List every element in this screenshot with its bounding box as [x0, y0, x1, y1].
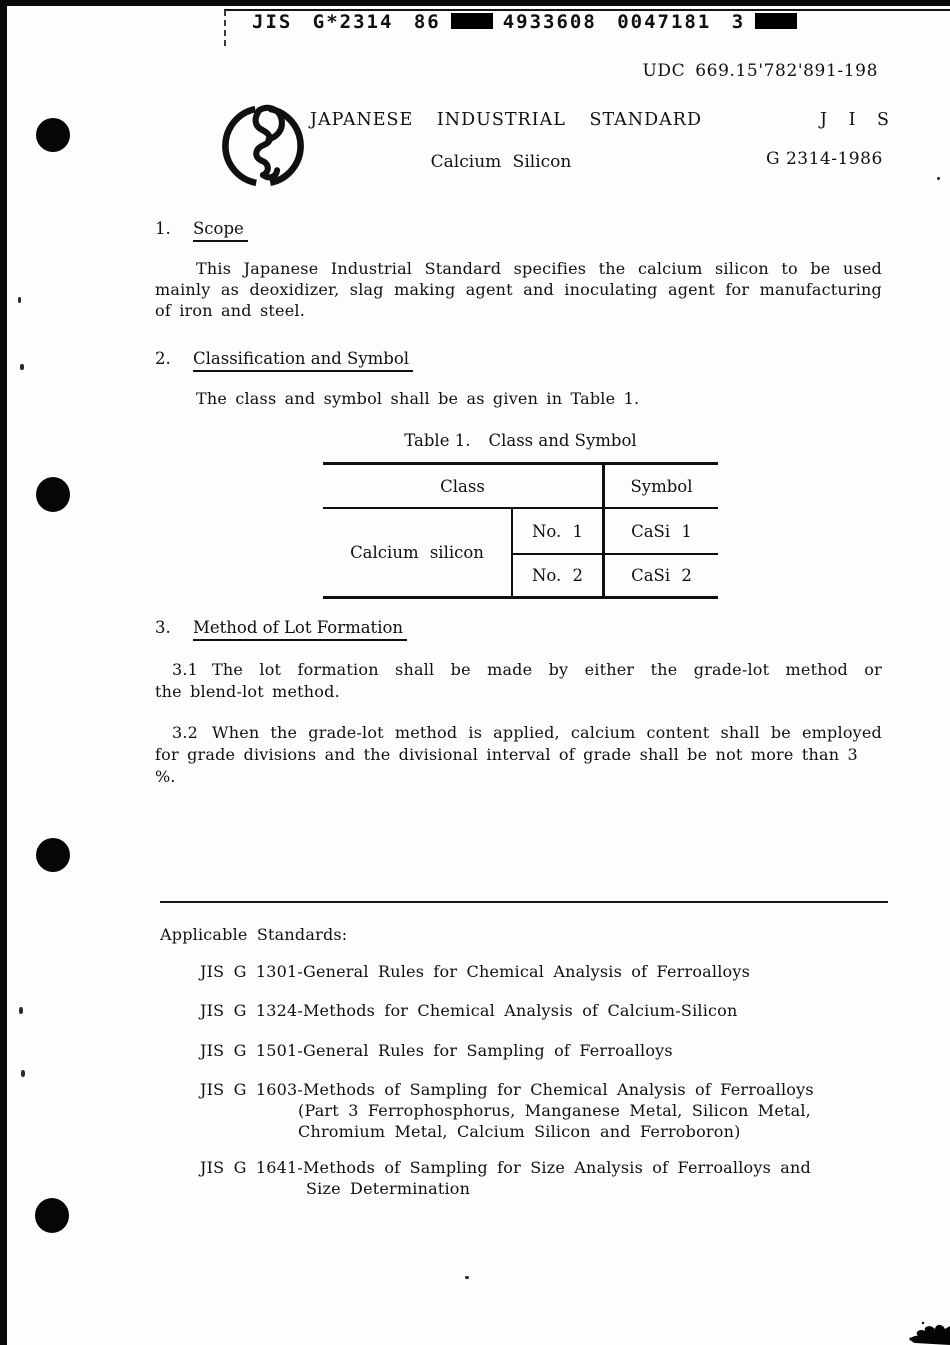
footnote-separator-rule — [160, 901, 888, 903]
document-title: Calcium Silicon — [430, 152, 572, 172]
punch-hole-dot — [36, 118, 70, 152]
scan-speck — [465, 1276, 469, 1279]
section-3-heading — [155, 618, 407, 637]
ocr-code-right: 4933608 0047181 3 — [502, 11, 746, 33]
section-2-heading — [155, 349, 413, 368]
section-heading-text: Scope — [193, 219, 248, 242]
table-caption — [323, 431, 718, 450]
class-symbol-table — [323, 462, 718, 599]
jis-abbreviation: J I S — [820, 110, 898, 130]
body-line: This Japanese Industrial Standard specifies the calcium silicon to be used — [196, 259, 882, 278]
punch-hole-dot — [36, 477, 70, 512]
section-number: 3. — [155, 618, 171, 637]
standard-item — [200, 1157, 888, 1199]
table-cell-symbol: CaSi 2 — [631, 566, 692, 585]
body-line: mainly as deoxidizer, slag making agent and inoculating agent for manufacturing — [155, 280, 882, 299]
table-caption-label: Table 1. — [404, 431, 471, 450]
redaction-block-icon — [755, 13, 797, 29]
scan-speck — [20, 364, 24, 370]
section-number: 1. — [155, 219, 171, 238]
scan-speck — [18, 297, 21, 303]
punch-hole-dot — [35, 1198, 69, 1233]
table-cell-symbol: CaSi 1 — [605, 509, 718, 555]
clause-text: The lot formation shall be made by either the grade-lot method or — [212, 660, 882, 679]
standard-item: JIS G 1324-Methods for Chemical Analysis of Calcium-Silicon — [200, 1001, 738, 1020]
clause-line — [155, 659, 882, 681]
table-cell-no: No. 1 — [513, 509, 605, 555]
standard-item: JIS G 1501-General Rules for Sampling of Ferroalloys — [200, 1041, 673, 1060]
ocr-code-line — [252, 11, 807, 33]
table-header-symbol: Symbol — [605, 465, 718, 509]
clause-text: When the grade-lot method is applied, calcium content shall be employed — [212, 723, 882, 742]
applicable-standards-heading: Applicable Standards: — [160, 925, 348, 944]
body-line: of iron and steel. — [155, 301, 305, 320]
section-heading-text: Classification and Symbol — [193, 349, 413, 372]
clause-number: 3.2 — [172, 723, 199, 742]
section-2-body: The class and symbol shall be as given in Table 1. — [196, 389, 640, 408]
document-number: G 2314-1986 — [766, 149, 883, 169]
table-cell-no: No. 2 — [513, 555, 605, 596]
redaction-block-icon — [451, 13, 493, 29]
clause-3-1 — [155, 659, 882, 703]
scan-frame-tick — [224, 10, 226, 46]
ink-smudge-blob — [893, 1303, 950, 1345]
clause-number: 3.1 — [172, 660, 199, 679]
standard-item-line: JIS G 1641-Methods of Sampling for Size Analysis of Ferroalloys and — [200, 1158, 811, 1177]
section-number: 2. — [155, 349, 171, 368]
clause-line — [155, 722, 882, 744]
scan-speck — [19, 1007, 23, 1014]
standard-item-line: Size Determination — [306, 1179, 471, 1198]
standard-org-title: JAPANESE INDUSTRIAL STANDARD — [310, 110, 702, 130]
clause-line: for grade divisions and the divisional interval of grade shall be not more than 3 %. — [155, 745, 858, 786]
standard-item-line: JIS G 1603-Methods of Sampling for Chemical Analysis of Ferroalloys — [200, 1080, 814, 1099]
table-header-class: Class — [323, 465, 605, 509]
section-heading-text: Method of Lot Formation — [193, 618, 407, 641]
punch-hole-dot — [36, 838, 70, 872]
standards-list — [155, 961, 888, 1199]
scan-left-edge — [0, 0, 7, 1345]
applicable-standards — [155, 924, 888, 1199]
scan-speck — [21, 1070, 25, 1077]
scan-speck — [937, 177, 940, 180]
section-1-heading — [155, 219, 248, 238]
scan-top-edge — [0, 0, 950, 6]
standard-item — [200, 1079, 888, 1142]
ocr-code-left: JIS G*2314 86 — [252, 11, 441, 33]
standard-item-line: (Part 3 Ferrophosphorus, Manganese Metal, Silicon Metal, — [298, 1101, 811, 1120]
section-1-paragraph — [155, 258, 882, 321]
table-cell-group: Calcium silicon — [323, 509, 513, 596]
table-caption-text: Class and Symbol — [488, 431, 637, 450]
clause-3-2 — [155, 722, 882, 788]
standard-item: JIS G 1301-General Rules for Chemical Analysis of Ferroalloys — [200, 962, 751, 981]
standard-item-line: Chromium Metal, Calcium Silicon and Ferroboron) — [298, 1122, 741, 1141]
jis-logo-icon — [216, 97, 310, 191]
clause-line: the blend-lot method. — [155, 682, 340, 701]
udc-number: UDC 669.15'782'891-198 — [642, 61, 878, 81]
